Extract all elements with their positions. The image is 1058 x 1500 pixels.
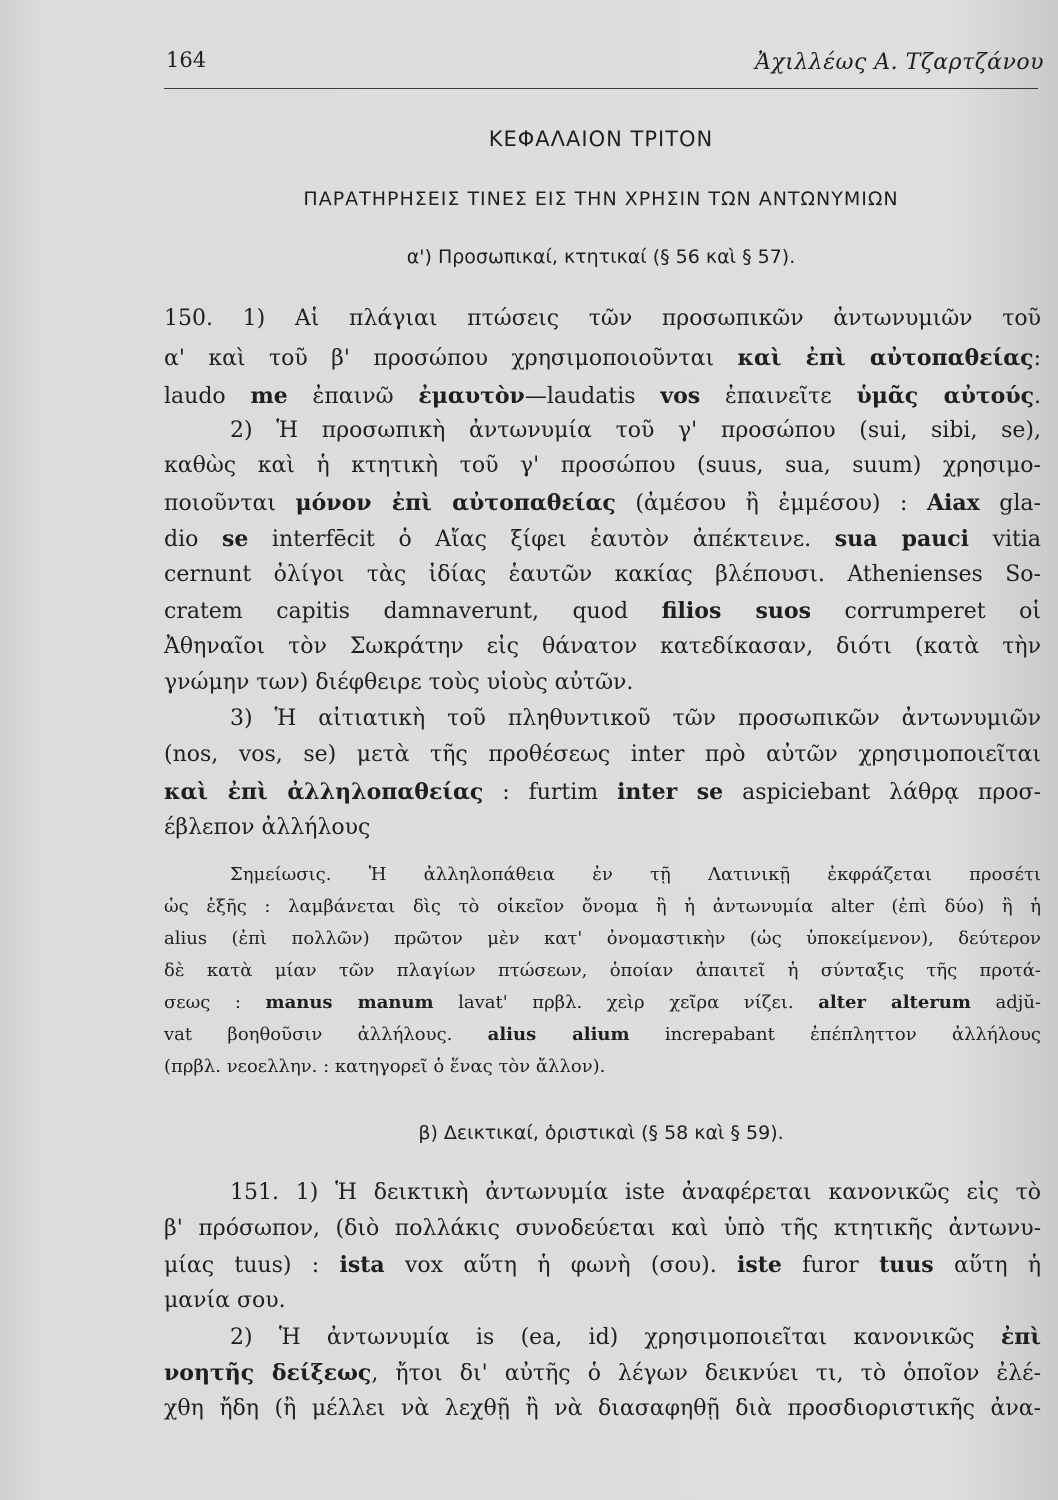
text-line [230,1326,1041,1349]
text-line [164,492,1041,515]
text-run: ἐπαινῶ [287,384,419,409]
text-line [164,744,1041,766]
bold-run: καὶ ἐπὶ ἀλληλοπαθείας [164,779,484,805]
bold-run: μόνον ἐπὶ αὐτοπαθείας [295,490,616,516]
bold-run: iste [736,1252,782,1278]
text-run: furor [781,1253,880,1278]
text-run: α' καὶ τοῦ β' προσώπου χρησιμοποιοῦνται [164,346,738,371]
text-run: : [1033,346,1041,371]
text-run: interfēcit ὁ Αἴας ξίφει ἑαυτὸν ἀπέκτεινε. [248,527,835,552]
text-line [164,385,1041,408]
header-rule [164,88,1038,89]
note-line [230,866,1041,884]
bold-run: filios suos [661,598,811,624]
page-number: 164 [166,48,207,72]
text-line [164,1218,1041,1240]
text-run: ὡς ἑξῆς : λαμβάνεται δὶς τὸ οἰκεῖον ὄνομα ἢ ἡ ἀντωνυμία alter (ἐπὶ δύο) ἢ ἡ [164,896,1041,917]
text-run: δὲ κατὰ μίαν τῶν πλαγίων πτώσεων, ὁποίαν ἀπαιτεῖ ἡ σύνταξις τῆς προτά- [164,960,1041,981]
text-run: γνώμην των) διέφθειρε τοὺς υἱοὺς αὐτῶν. [164,670,634,695]
text-line [164,455,1041,477]
bold-run: inter se [617,779,724,805]
text-run: χθη ἤδη (ἢ μέλλει νὰ λεχθῇ ἢ νὰ διασαφηθῇ διὰ προσδιοριστικῆς ἀνα- [164,1396,1041,1421]
text-run: ποιοῦνται [164,491,296,516]
text-run: (πρβλ. νεοελλην. : κατηγορεῖ ὁ ἕνας τὸν ἄλλον). [164,1056,606,1077]
text-run: έβλεπον ἀλλήλους [164,815,371,840]
text-line [164,636,1041,658]
text-run: corrumperet οἱ [810,599,1041,624]
text-run: μανία σου. [164,1288,286,1313]
text-line [164,564,1041,586]
text-run: lavat' πρβλ. χεὶρ χεῖρα νίζει. [433,992,819,1013]
note-line [164,898,1041,916]
note-line [164,1026,1041,1044]
text-run: increpabant ἐπέπληττον ἀλλήλους [629,1024,1041,1045]
text-line [230,420,1041,442]
text-line [164,347,1041,370]
text-run: 2) Ἡ προσωπικὴ ἀντωνυμία τοῦ γ' προσώπου (sui, sibi, se), [230,418,1041,443]
text-run: cernunt ὀλίγοι τὰς ἰδίας ἑαυτῶν κακίας βλέπουσι. Athenienses So- [164,562,1041,587]
bold-run: alter alterum [818,992,971,1013]
text-run: Ἀθηναῖοι τὸν Σωκράτην εἰς θάνατον κατεδίκασαν, διότι (κατὰ τὴν [164,634,1041,659]
bold-run: νοητῆς δείξεως [164,1360,372,1386]
text-run: Σημείωσις. Ἡ ἀλληλοπάθεια ἐν τῇ Λατινικῇ ἐκφράζεται προσέτι [230,864,1041,885]
text-run: σεως : [164,992,266,1013]
bold-run: se [221,526,249,552]
text-run: (nos, vos, se) μετὰ τῆς προθέσεως inter πρὸ αὐτῶν χρησιμοποιεῖται [164,742,1041,767]
bold-run: me [250,383,288,409]
text-run: vitia [968,527,1042,552]
subheading-a: α') Προσωπικαί, κτητικαί (§ 56 καὶ § 57). [406,246,796,268]
text-line [230,1182,1041,1204]
text-line [164,672,1041,694]
text-line [164,781,1041,804]
bold-run: Aiax [926,490,980,516]
text-run: αὕτη ἡ [933,1253,1042,1278]
text-run: καθὼς καὶ ἡ κτητικὴ τοῦ γ' προσώπου (suus, sua, suum) χρησιμο- [164,453,1041,478]
text-run: 3) Ἡ αἰτιατικὴ τοῦ πληθυντικοῦ τῶν προσωπικῶν ἀντωνυμιῶν [230,706,1041,731]
bold-run: sua pauci [834,526,969,552]
text-run: (ἀμέσου ἢ ἐμμέσου) : [615,491,927,516]
text-line [164,1290,1041,1312]
running-head-author: Ἀχιλλέως Α. Τζαρτζάνου [755,50,1044,75]
text-line [164,1398,1041,1420]
note-line [164,962,1041,980]
text-run: : furtim [483,780,618,805]
text-run: vat βοηθοῦσιν ἀλλήλους. [164,1024,488,1045]
note-line [164,930,1041,948]
bold-run: ἐπὶ [1000,1324,1041,1350]
text-run: adjŭ- [970,992,1041,1013]
text-line [164,817,1041,839]
bold-run: ista [339,1252,385,1278]
text-run: gla- [979,491,1041,516]
bold-run: manus manum [265,992,434,1013]
text-run: alius (ἐπὶ πολλῶν) πρῶτον μὲν κατ' ὀνομαστικὴν (ὡς ὑποκείμενον), δεύτερον [164,928,1041,949]
text-run: ἐπαινεῖτε [700,384,857,409]
text-run: β' πρόσωπον, (διὸ πολλάκις συνοδεύεται καὶ ὑπὸ τῆς κτητικῆς ἀντωνυ- [164,1216,1041,1241]
bold-run: ὑμᾶς αὐτούς [856,383,1034,409]
note-line [164,994,1041,1012]
bold-run: καὶ ἐπὶ αὐτοπαθείας [737,345,1034,371]
subheading-b: β) Δεικτικαί, ὁριστικαὶ (§ 58 καὶ § 59). [418,1122,784,1144]
text-run: cratem capitis damnaverunt, quod [164,599,662,624]
text-run: 151. 1) Ἡ δεικτικὴ ἀντωνυμία iste ἀναφέρεται κανονικῶς εἰς τὸ [230,1180,1041,1205]
bold-run: ἐμαυτὸν [418,383,525,409]
text-line [230,708,1041,730]
section-title: ΠΑΡΑΤΗΡΗΣΕΙΣ ΤΙΝΕΣ ΕΙΣ ΤΗΝ ΧΡΗΣΙΝ ΤΩΝ ΑΝΤΩΝΥΜΙΩΝ [303,188,899,210]
text-line [164,1254,1041,1277]
text-run: . [1034,384,1041,409]
text-run: 2) Ἡ ἀντωνυμία is (ea, id) χρησιμοποιεῖται κανονικῶς [230,1325,1001,1350]
text-run: dio [164,527,222,552]
note-line [164,1058,1041,1076]
text-run: μίας tuus) : [164,1253,340,1278]
bold-run: alius alium [487,1024,630,1045]
text-line [164,308,1041,330]
text-line [164,528,1041,551]
text-run: laudo [164,384,251,409]
text-run: 150. 1) Αἱ πλάγιαι πτώσεις τῶν προσωπικῶν ἀντωνυμιῶν τοῦ [164,306,1041,331]
text-run: aspiciebant λάθρᾳ προσ- [723,780,1041,805]
bold-run: vos [660,383,701,409]
text-line [164,600,1041,623]
text-run: vox αὕτη ἡ φωνὴ (σου). [384,1253,737,1278]
text-run: —laudatis [524,384,661,409]
bold-run: tuus [879,1252,934,1278]
chapter-heading: ΚΕΦΑΛΑΙΟΝ ΤΡΙΤΟΝ [488,127,714,151]
text-run: , ἤτοι δι' αὐτῆς ὁ λέγων δεικνύει τι, τὸ ὁποῖον ἐλέ- [371,1361,1041,1386]
text-line [164,1362,1041,1385]
